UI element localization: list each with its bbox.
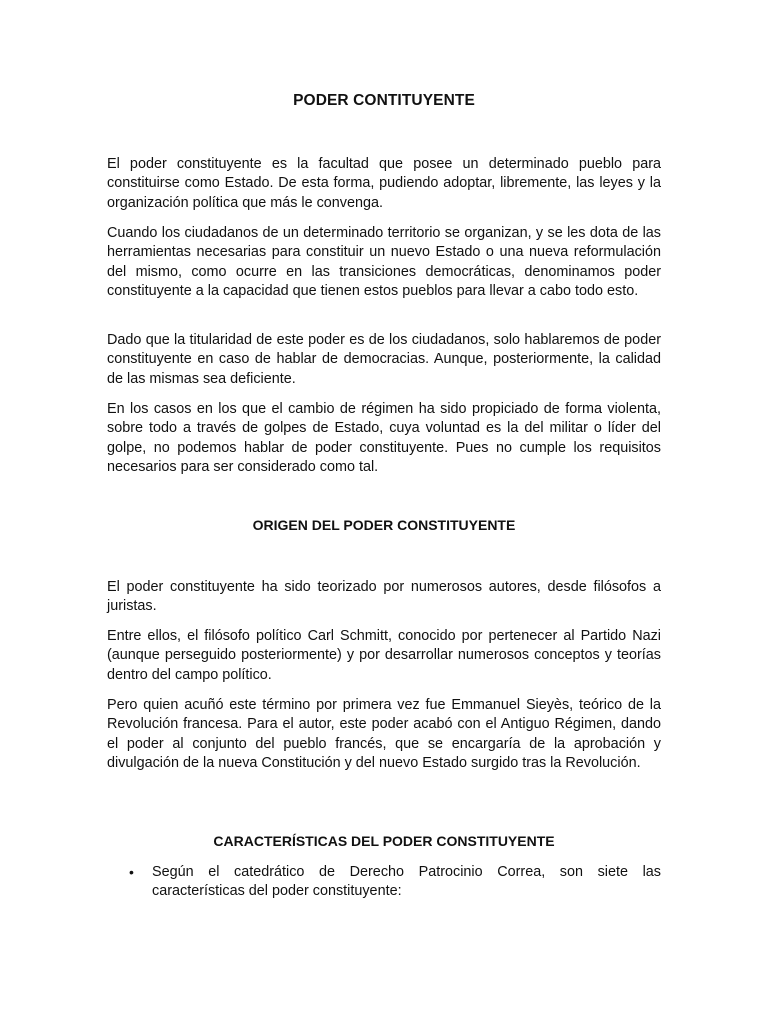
- origin-paragraph-1: El poder constituyente ha sido teorizado por numerosos autores, desde filósofos a juristas.: [107, 579, 661, 615]
- section-heading-characteristics: CARACTERÍSTICAS DEL PODER CONSTITUYENTE: [213, 833, 555, 849]
- intro-paragraph-1: El poder constituyente es la facultad que posee un determinado pueblo para constituirse como Estado. De esta forma, pudiendo adoptar, libremente, las leyes y la organización política que más le convenga.: [107, 156, 661, 211]
- origin-paragraph-2: Entre ellos, el filósofo político Carl Schmitt, conocido por pertenecer al Partido Nazi (aunque perseguido posteriormente) y por desarrollar numerosos conceptos y teorías dentro del campo político.: [107, 628, 661, 683]
- intro-paragraph-4: En los casos en los que el cambio de régimen ha sido propiciado de forma violenta, sobre todo a través de golpes de Estado, cuya voluntad es la del militar o líder del golpe, no podemos hablar de poder constituyente. Pues no cumple los requisitos necesarios para ser considerado como tal.: [107, 401, 661, 475]
- page-title: PODER CONTITUYENTE: [293, 92, 475, 109]
- bullet-text: Según el catedrático de Derecho Patrocinio Correa, son siete las características del poder constituyente:: [152, 864, 661, 900]
- section-heading-origin: ORIGEN DEL PODER CONSTITUYENTE: [252, 517, 516, 533]
- intro-paragraph-2: Cuando los ciudadanos de un determinado territorio se organizan, y se les dota de las herramientas necesarias para constituir un nuevo Estado o una nueva reformulación del mismo, como ocurre en las transiciones democráticas, denominamos poder constituyente a la capacidad que tienen estos pueblos para llevar a cabo todo esto.: [107, 225, 661, 299]
- intro-paragraph-3: Dado que la titularidad de este poder es de los ciudadanos, solo hablaremos de poder constituyente en caso de hablar de democracias. Aunque, posteriormente, la calidad de las mismas sea deficiente.: [107, 332, 661, 387]
- bullet-icon: •: [129, 864, 134, 880]
- origin-paragraph-3: Pero quien acuñó este término por primera vez fue Emmanuel Sieyès, teórico de la Revolución francesa. Para el autor, este poder acabó con el Antiguo Régimen, dando el poder al conjunto del pueblo francés, que se encargaría de la aprobación y divulgación de la nueva Constitución y del nuevo Estado surgido tras la Revolución.: [107, 697, 661, 771]
